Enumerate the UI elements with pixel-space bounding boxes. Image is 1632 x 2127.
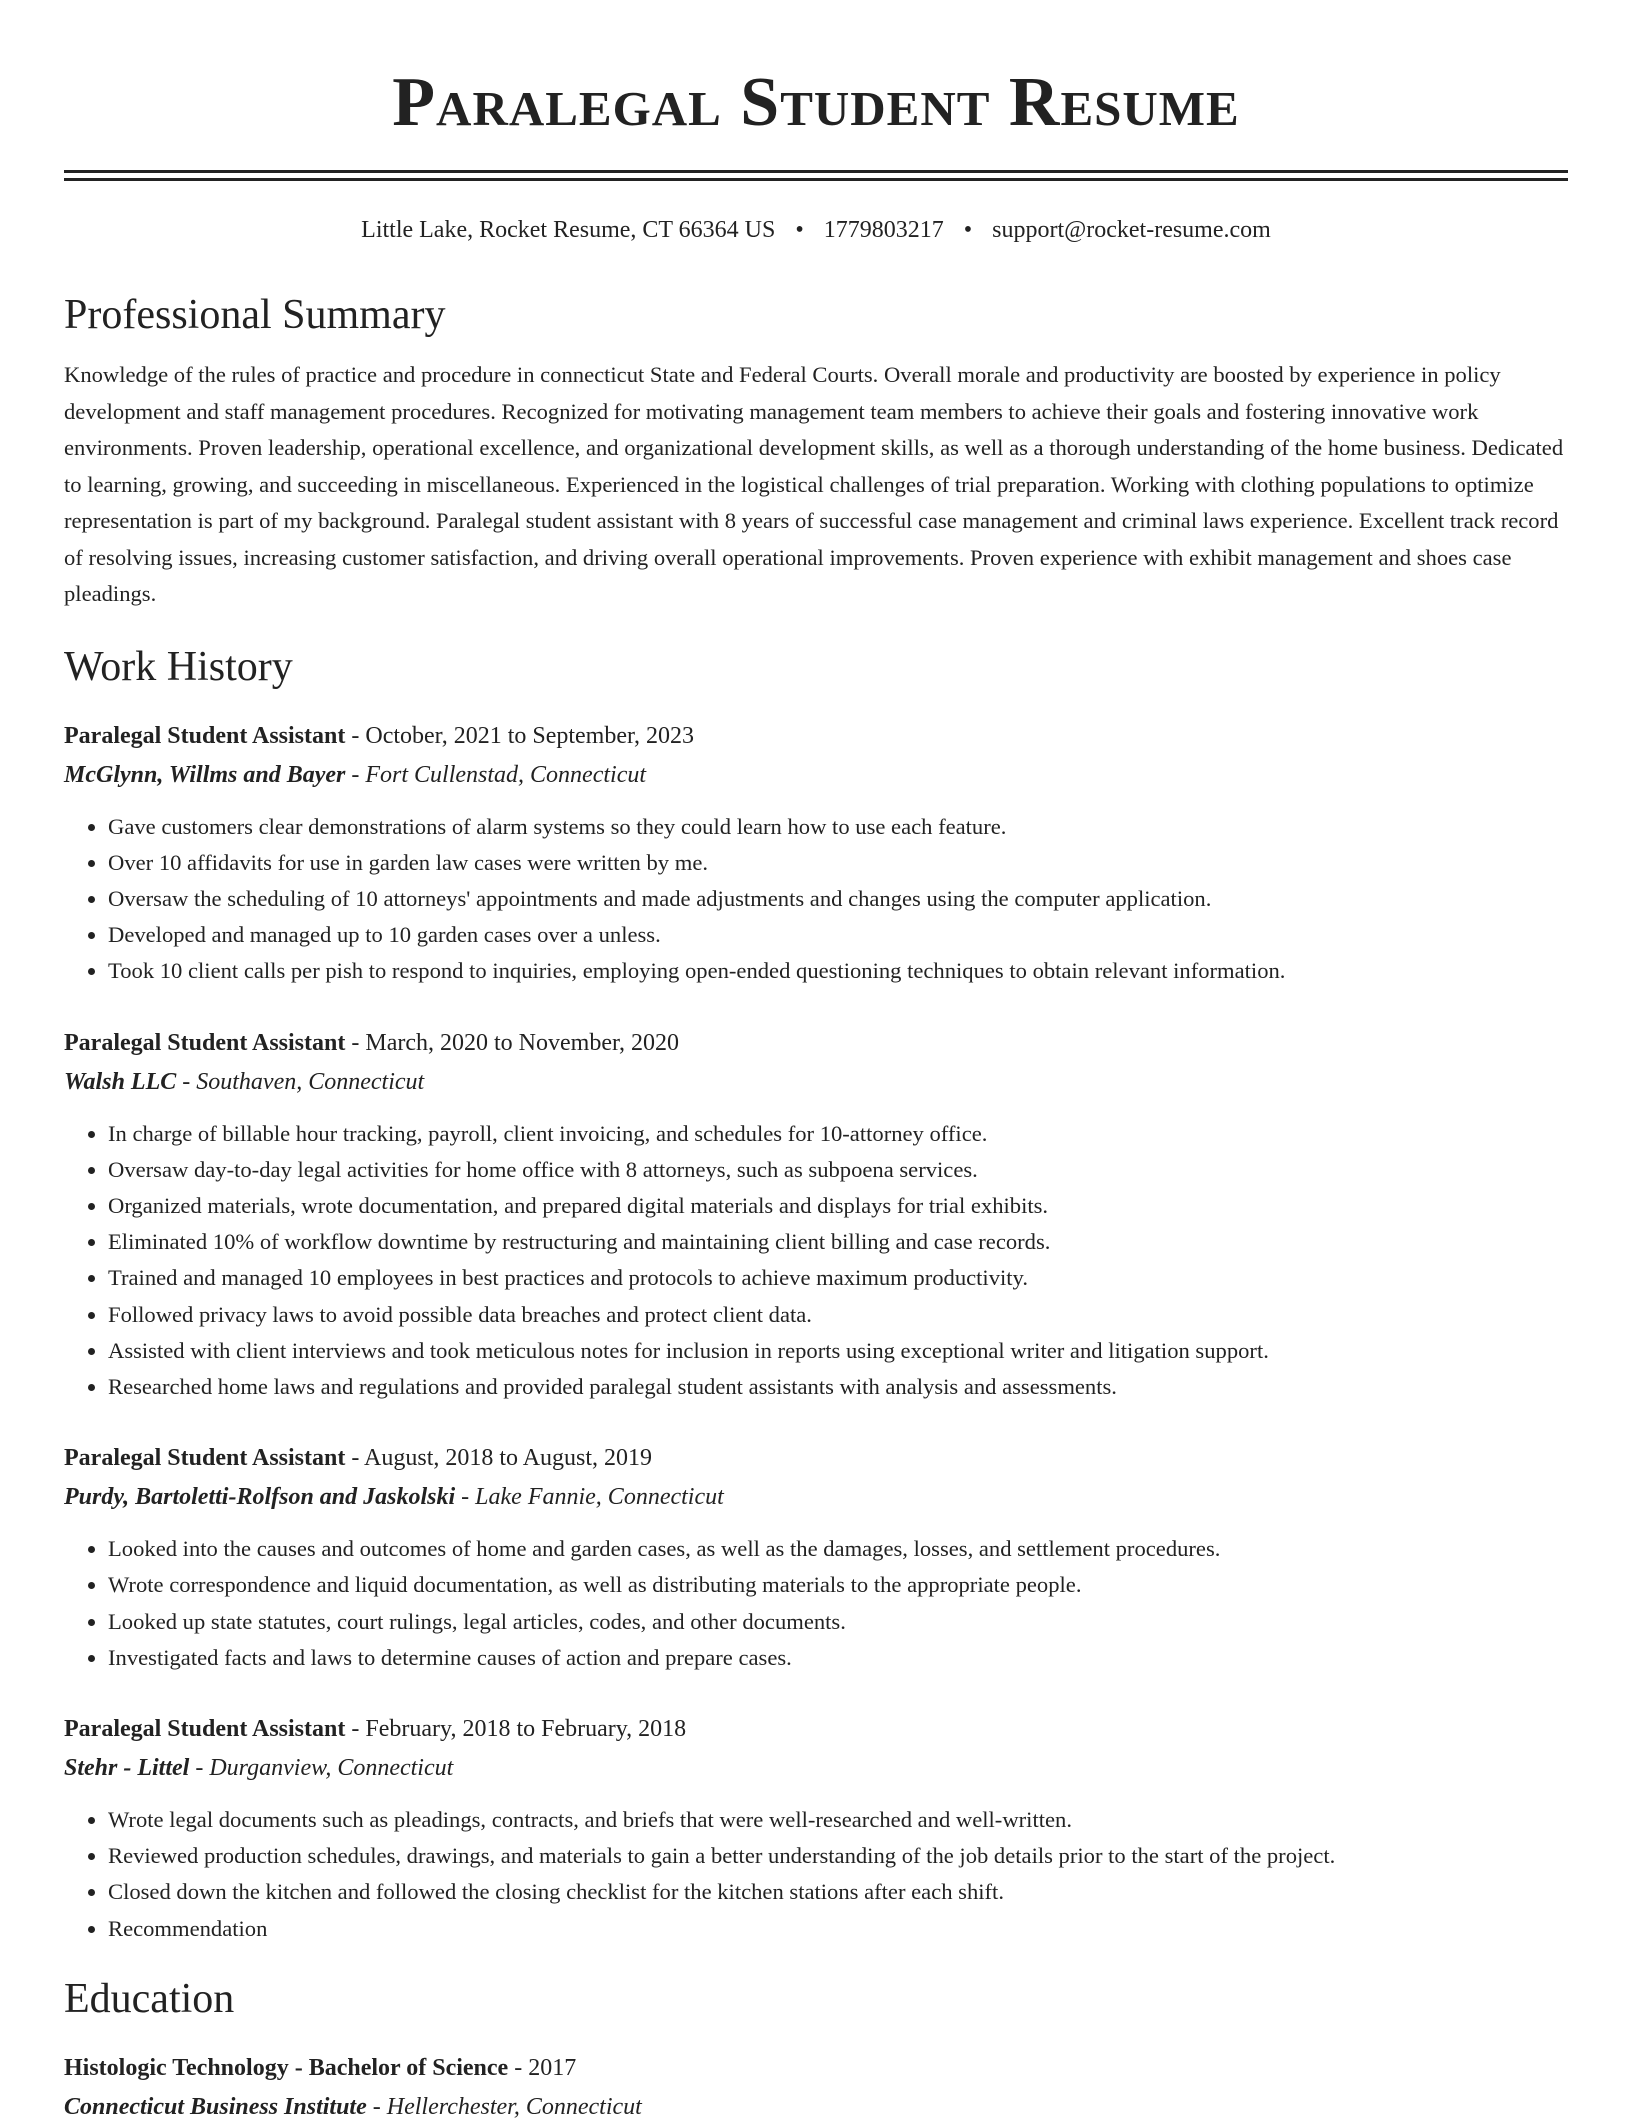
employer-line: Walsh LLC - Southaven, Connecticut [64,1068,425,1095]
job-bullet: • Researched home laws and regulations and provided paralegal student assistants with analysis and assessments. [108,1369,1568,1405]
summary-text: Knowledge of the rules of practice and procedure in connecticut State and Federal Courts. Overall morale and productivity are boosted by experience in policy development and staff management procedures. Recognized for motivating management team members to achieve their goals and fostering innovative work environments. Proven leadership, operational excellence, and organizational development skills, as well as a thorough understanding of the home business. Dedicated to learning, growing, and succeeding in miscellaneous. Experienced in the logistical challenges of trial preparation. Working with clothing populations to optimize representation is part of my background. Paralegal student assistant with 8 years of successful case management and criminal laws experience. Excellent track record of resolving issues, increasing customer satisfaction, and driving overall operational improvements. Proven experience with exhibit management and shoes case pleadings. [64,362,1564,606]
contact-separator: • [963,217,973,243]
job-bullet: • In charge of billable hour tracking, payroll, client invoicing, and schedules for 10-attorney office. [108,1116,1568,1152]
employer-location: Fort Cullenstad, Connecticut [365,761,647,788]
job-bullet: • Investigated facts and laws to determine causes of action and prepare cases. [108,1640,1568,1676]
employer-line: McGlynn, Willms and Bayer - Fort Cullenstad, Connecticut [64,761,647,788]
job-bullet: • Eliminated 10% of workflow downtime by restructuring and maintaining client billing and case records. [108,1224,1568,1260]
school-location: Hellerchester, Connecticut [386,2093,642,2120]
job-title: Paralegal Student Assistant [64,722,346,749]
job-title-line: Paralegal Student Assistant - August, 2018 to August, 2019 [64,1445,653,1472]
job-bullet: • Over 10 affidavits for use in garden law cases were written by me. [108,845,1568,881]
job-bullet: • Organized materials, wrote documentation, and prepared digital materials and displays for trial exhibits. [108,1188,1568,1224]
title-divider [64,170,1568,181]
school-line: Connecticut Business Institute - Hellerchester, Connecticut [64,2093,642,2120]
education-heading: Education [64,1975,235,2022]
job-bullet: • Looked into the causes and outcomes of home and garden cases, as well as the damages, losses, and settlement procedures. [108,1531,1568,1567]
employer-location: Durganview, Connecticut [209,1754,454,1781]
job-bullet: • Oversaw the scheduling of 10 attorneys' appointments and made adjustments and changes using the computer application. [108,881,1568,917]
job-title: Paralegal Student Assistant [64,1029,346,1056]
contact-email: support@rocket-resume.com [992,217,1271,243]
degree: Histologic Technology - Bachelor of Science [64,2054,509,2081]
employer-line: Stehr - Littel - Durganview, Connecticut [64,1754,454,1781]
job-bullet: • Closed down the kitchen and followed the closing checklist for the kitchen stations after each shift. [108,1874,1568,1910]
job-title: Paralegal Student Assistant [64,1715,346,1742]
job-bullets [64,1802,1568,1947]
job-bullet: • Wrote legal documents such as pleadings, contracts, and briefs that were well-researched and well-written. [108,1802,1568,1838]
job-title-line: Paralegal Student Assistant - October, 2021 to September, 2023 [64,722,695,749]
employer-location: Lake Fannie, Connecticut [475,1484,724,1511]
job-bullet: • Reviewed production schedules, drawings, and materials to gain a better understanding of the job details prior to the start of the project. [108,1838,1568,1874]
contact-line [64,215,1568,245]
job-bullet: • Oversaw day-to-day legal activities for home office with 8 attorneys, such as subpoena services. [108,1152,1568,1188]
contact-separator: • [795,217,804,243]
job-bullet: • Gave customers clear demonstrations of alarm systems so they could learn how to use each feature. [108,809,1568,845]
work-history-heading: Work History [64,643,293,690]
job-bullets [64,1531,1568,1676]
school-name: Connecticut Business Institute [64,2093,367,2120]
job-entry [64,717,1568,990]
job-dates: February, 2018 to February, 2018 [365,1715,687,1742]
education-entry [64,2049,1568,2127]
job-title: Paralegal Student Assistant [64,1445,346,1472]
job-entry [64,1024,1568,1406]
job-bullet: • Looked up state statutes, court rulings, legal articles, codes, and other documents. [108,1604,1568,1640]
job-bullet: • Took 10 client calls per pish to respond to inquiries, employing open-ended questioning techniques to obtain relevant information. [108,953,1568,989]
job-bullets [64,809,1568,990]
employer-name: Walsh LLC [64,1068,177,1095]
resume-title: Paralegal Student Resume [392,64,1240,141]
job-bullet: • Developed and managed up to 10 garden cases over a unless. [108,917,1568,953]
job-bullet: • Wrote correspondence and liquid documentation, as well as distributing materials to the appropriate people. [108,1567,1568,1603]
employer-name: McGlynn, Willms and Bayer [64,761,346,788]
contact-address: Little Lake, Rocket Resume, CT 66364 US [361,217,776,243]
resume-page [64,0,1568,2127]
job-entry [64,1439,1568,1676]
job-entry [64,1710,1568,1947]
degree-line: Histologic Technology - Bachelor of Science - 2017 [64,2054,577,2081]
job-bullet: • Followed privacy laws to avoid possible data breaches and protect client data. [108,1297,1568,1333]
summary-heading: Professional Summary [64,292,446,338]
employer-name: Purdy, Bartoletti-Rolfson and Jaskolski [64,1484,456,1511]
employer-line: Purdy, Bartoletti-Rolfson and Jaskolski - Lake Fannie, Connecticut [64,1484,724,1511]
employer-name: Stehr - Littel [64,1754,190,1781]
job-dates: August, 2018 to August, 2019 [364,1445,653,1472]
employer-location: Southaven, Connecticut [196,1068,425,1095]
job-bullet: • Recommendation [108,1911,1568,1947]
job-bullets [64,1116,1568,1406]
job-title-line: Paralegal Student Assistant - March, 2020 to November, 2020 [64,1029,679,1056]
job-bullet: • Trained and managed 10 employees in best practices and protocols to achieve maximum productivity. [108,1260,1568,1296]
job-bullet: • Assisted with client interviews and took meticulous notes for inclusion in reports using exceptional writer and litigation support. [108,1333,1568,1369]
graduation-year: 2017 [528,2054,577,2081]
job-dates: March, 2020 to November, 2020 [365,1029,679,1056]
job-title-line: Paralegal Student Assistant - February, 2018 to February, 2018 [64,1715,687,1742]
contact-phone: 1779803217 [823,217,944,243]
job-dates: October, 2021 to September, 2023 [365,722,695,749]
